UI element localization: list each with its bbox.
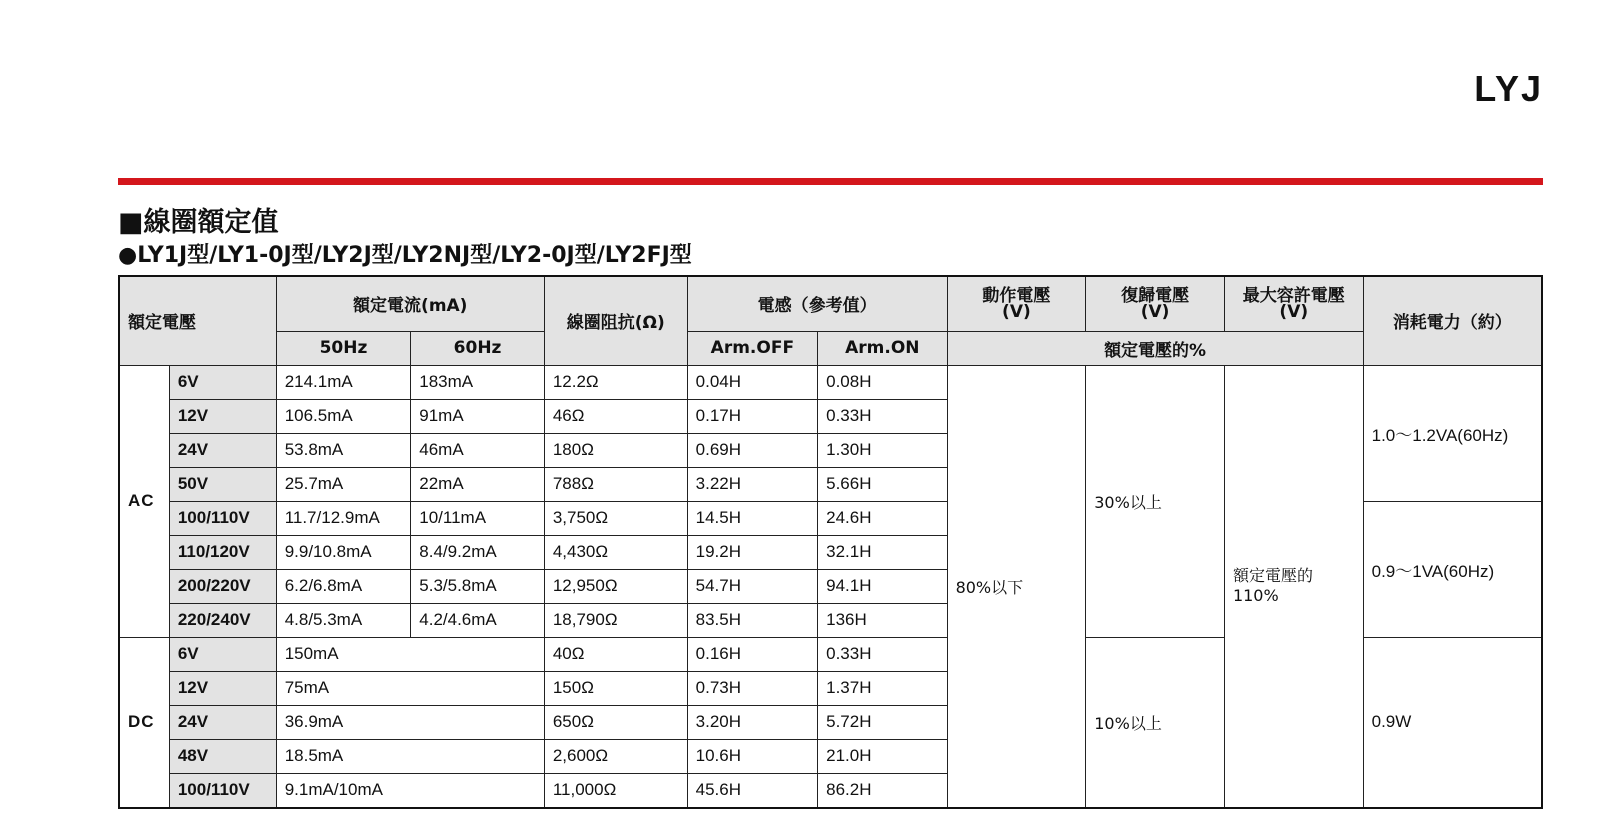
operate-voltage-cell: 80%以下 xyxy=(947,365,1086,808)
resistance-cell: 11,000Ω xyxy=(544,773,687,808)
voltage-cell: 110/120V xyxy=(169,535,276,569)
voltage-cell: 12V xyxy=(169,399,276,433)
voltage-cell: 48V xyxy=(169,739,276,773)
header-rated-voltage: 額定電壓 xyxy=(119,276,276,365)
arm-on-cell: 86.2H xyxy=(818,773,947,808)
arm-on-cell: 1.30H xyxy=(818,433,947,467)
arm-on-cell: 32.1H xyxy=(818,535,947,569)
resistance-cell: 180Ω xyxy=(544,433,687,467)
current-60hz-cell: 10/11mA xyxy=(411,501,545,535)
arm-off-cell: 10.6H xyxy=(687,739,817,773)
current-cell: 150mA xyxy=(276,637,544,671)
resistance-cell: 46Ω xyxy=(544,399,687,433)
arm-off-cell: 3.22H xyxy=(687,467,817,501)
resistance-cell: 12,950Ω xyxy=(544,569,687,603)
arm-off-cell: 54.7H xyxy=(687,569,817,603)
current-cell: 75mA xyxy=(276,671,544,705)
resistance-cell: 788Ω xyxy=(544,467,687,501)
current-60hz-cell: 46mA xyxy=(411,433,545,467)
resistance-cell: 40Ω xyxy=(544,637,687,671)
power-dc-cell: 0.9W xyxy=(1363,637,1542,808)
voltage-cell: 6V xyxy=(169,365,276,399)
header-pct-of-rated: 額定電壓的% xyxy=(947,331,1363,365)
arm-off-cell: 0.69H xyxy=(687,433,817,467)
group-label-ac: AC xyxy=(119,365,169,637)
header-rated-current: 額定電流(mA) xyxy=(276,276,544,331)
header-divider xyxy=(118,178,1543,185)
arm-off-cell: 83.5H xyxy=(687,603,817,637)
current-50hz-cell: 214.1mA xyxy=(276,365,411,399)
arm-off-cell: 3.20H xyxy=(687,705,817,739)
header-release-voltage: 復歸電壓 (V) xyxy=(1086,276,1225,331)
arm-off-cell: 0.16H xyxy=(687,637,817,671)
release-voltage-ac-cell: 30%以上 xyxy=(1086,365,1225,637)
header-60hz: 60Hz xyxy=(411,331,545,365)
voltage-cell: 6V xyxy=(169,637,276,671)
current-50hz-cell: 106.5mA xyxy=(276,399,411,433)
release-voltage-dc-cell: 10%以上 xyxy=(1086,637,1225,808)
arm-off-cell: 0.73H xyxy=(687,671,817,705)
arm-on-cell: 0.33H xyxy=(818,637,947,671)
arm-on-cell: 94.1H xyxy=(818,569,947,603)
resistance-cell: 18,790Ω xyxy=(544,603,687,637)
resistance-cell: 3,750Ω xyxy=(544,501,687,535)
arm-off-cell: 19.2H xyxy=(687,535,817,569)
brand-label: LYJ xyxy=(1474,68,1543,109)
arm-off-cell: 45.6H xyxy=(687,773,817,808)
current-60hz-cell: 8.4/9.2mA xyxy=(411,535,545,569)
group-label-dc: DC xyxy=(119,637,169,808)
current-50hz-cell: 11.7/12.9mA xyxy=(276,501,411,535)
header-power: 消耗電力（約） xyxy=(1363,276,1542,365)
header-operate-voltage: 動作電壓 (V) xyxy=(947,276,1086,331)
current-50hz-cell: 53.8mA xyxy=(276,433,411,467)
current-50hz-cell: 9.9/10.8mA xyxy=(276,535,411,569)
voltage-cell: 100/110V xyxy=(169,501,276,535)
arm-on-cell: 136H xyxy=(818,603,947,637)
resistance-cell: 150Ω xyxy=(544,671,687,705)
voltage-cell: 220/240V xyxy=(169,603,276,637)
model-subtitle: ●LY1J型/LY1-0J型/LY2J型/LY2NJ型/LY2-0J型/LY2FJ型 xyxy=(118,243,692,268)
arm-on-cell: 0.33H xyxy=(818,399,947,433)
current-50hz-cell: 25.7mA xyxy=(276,467,411,501)
current-60hz-cell: 22mA xyxy=(411,467,545,501)
current-60hz-cell: 4.2/4.6mA xyxy=(411,603,545,637)
arm-on-cell: 21.0H xyxy=(818,739,947,773)
arm-on-cell: 0.08H xyxy=(818,365,947,399)
resistance-cell: 650Ω xyxy=(544,705,687,739)
current-60hz-cell: 183mA xyxy=(411,365,545,399)
resistance-cell: 2,600Ω xyxy=(544,739,687,773)
resistance-cell: 12.2Ω xyxy=(544,365,687,399)
current-60hz-cell: 91mA xyxy=(411,399,545,433)
current-50hz-cell: 4.8/5.3mA xyxy=(276,603,411,637)
voltage-cell: 24V xyxy=(169,433,276,467)
arm-on-cell: 5.66H xyxy=(818,467,947,501)
arm-off-cell: 14.5H xyxy=(687,501,817,535)
header-inductance: 電感（參考值） xyxy=(687,276,947,331)
voltage-cell: 50V xyxy=(169,467,276,501)
arm-on-cell: 24.6H xyxy=(818,501,947,535)
resistance-cell: 4,430Ω xyxy=(544,535,687,569)
arm-off-cell: 0.04H xyxy=(687,365,817,399)
power-ac-2-cell: 0.9～1VA(60Hz) xyxy=(1363,501,1542,637)
header-50hz: 50Hz xyxy=(276,331,411,365)
voltage-cell: 200/220V xyxy=(169,569,276,603)
table-row xyxy=(119,365,1542,399)
header-arm-off: Arm.OFF xyxy=(687,331,817,365)
current-cell: 36.9mA xyxy=(276,705,544,739)
voltage-cell: 100/110V xyxy=(169,773,276,808)
header-max-voltage: 最大容許電壓 (V) xyxy=(1224,276,1363,331)
arm-off-cell: 0.17H xyxy=(687,399,817,433)
current-cell: 18.5mA xyxy=(276,739,544,773)
voltage-cell: 24V xyxy=(169,705,276,739)
coil-rating-table xyxy=(118,275,1543,809)
current-cell: 9.1mA/10mA xyxy=(276,773,544,808)
max-voltage-cell: 額定電壓的 110% xyxy=(1224,365,1363,808)
section-title: ■線圈額定值 xyxy=(118,207,279,238)
voltage-cell: 12V xyxy=(169,671,276,705)
arm-on-cell: 5.72H xyxy=(818,705,947,739)
current-60hz-cell: 5.3/5.8mA xyxy=(411,569,545,603)
header-arm-on: Arm.ON xyxy=(818,331,947,365)
arm-on-cell: 1.37H xyxy=(818,671,947,705)
current-50hz-cell: 6.2/6.8mA xyxy=(276,569,411,603)
header-coil-resistance: 線圈阻抗(Ω) xyxy=(544,276,687,365)
power-ac-1-cell: 1.0～1.2VA(60Hz) xyxy=(1363,365,1542,501)
